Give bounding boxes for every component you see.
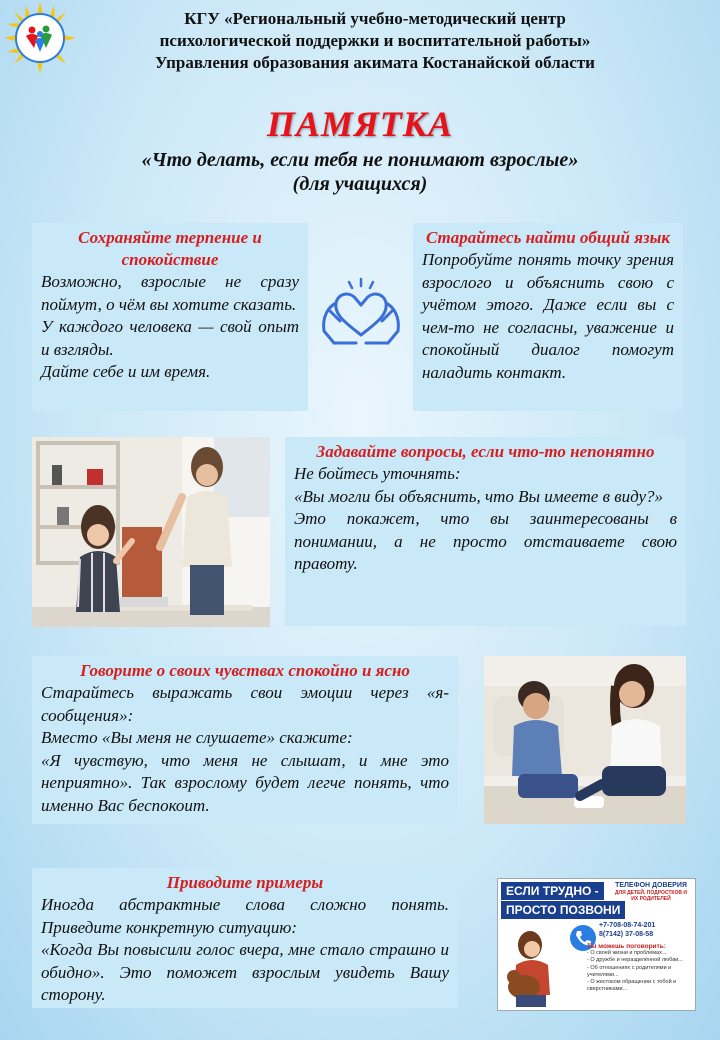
helpline-poster [497, 878, 696, 1011]
page-title: ПАМЯТКА [266, 104, 454, 144]
helpline-phones [599, 921, 691, 939]
tip-paragraph: Не бойтесь уточнять: [294, 464, 461, 483]
tip-express-feelings [32, 656, 458, 824]
talk-item: - Об отношениях с родителями и учителями... [587, 964, 672, 978]
tip-paragraph: «Вы могли бы объяснить, что Вы имеете в виду?» [294, 486, 664, 506]
tip-ask-questions [285, 437, 686, 626]
poster-line-2: ПРОСТО ПОЗВОНИ [501, 901, 625, 919]
tip-paragraph: Дайте себе и им время. [41, 362, 211, 381]
tip-give-examples [32, 868, 458, 1008]
talk-item: - О жестоком обращении с тобой и сверстниками... [587, 979, 677, 993]
tip-paragraph: Попробуйте понять точку зрения взрослого и объяснить свою с учётом этого. Даже если вы с чем-то не согласны, уважение и спокойный диалог помогут наладить контакт. [422, 250, 674, 382]
girl-with-dog-illustration [502, 925, 566, 1009]
photo-mother-daughter [32, 437, 270, 627]
phone-number-landline: 8(7142) 37-08-58 [599, 931, 654, 938]
photo-mother-son [484, 656, 686, 824]
tip-paragraph: У каждого человека — свой опыт и взгляды. [41, 317, 299, 359]
talk-heading: Ты можешь поговорить: [587, 943, 666, 950]
talk-item: - О дружбе и неразделённой любви... [587, 957, 683, 964]
helpline-subtitle: ДЛЯ ДЕТЕЙ, ПОДРОСТКОВ И ИХ РОДИТЕЛЕЙ [615, 890, 687, 902]
tip-paragraph: «Я чувствую, что меня не слышат, и мне это неприятно». Так взрослому будет легче понять, что именно Вас беспокоит. [41, 750, 449, 815]
page-subtitle: «Что делать, если тебя не понимают взрослые» [141, 149, 579, 171]
tip-common-language [413, 223, 683, 411]
audience-label: (для учащихся) [292, 173, 428, 195]
talk-item: - О своей жизни и проблемах... [587, 950, 667, 957]
tip-paragraph: Возможно, взрослые не сразу поймут, о чём вы хотите сказать. [41, 272, 299, 314]
tip-paragraph: Старайтесь выражать свои эмоции через «я-сообщения»: [41, 683, 449, 725]
tip-patience [32, 223, 308, 411]
phone-number-mobile: +7-708-08-74-201 [599, 922, 656, 929]
header-line-2: психологической поддержки и воспитательной работы» [159, 31, 591, 50]
tip-heading: Задавайте вопросы, если что-то непонятно [316, 442, 655, 461]
helpline-title [611, 882, 691, 902]
tip-paragraph: Вместо «Вы меня не слушаете» скажите: [41, 728, 353, 747]
header-line-3: Управления образования акимата Костанайской области [155, 53, 595, 72]
tip-paragraph: Это покажет, что вы заинтересованы в понимании, а не просто отстаиваете свою правоту. [294, 509, 677, 573]
center-logo [4, 2, 76, 74]
tip-heading: Сохраняйте терпение и спокойствие [78, 228, 262, 269]
tip-heading: Говорите о своих чувствах спокойно и ясно [80, 661, 410, 680]
tip-heading: Старайтесь найти общий язык [425, 228, 671, 247]
poster-line-1: ЕСЛИ ТРУДНО - [501, 882, 604, 900]
helpline-title-text: ТЕЛЕФОН ДОВЕРИЯ [615, 882, 687, 889]
tip-paragraph: Иногда абстрактные слова сложно понять. Приведите конкретную ситуацию: [41, 895, 449, 937]
organization-header [90, 8, 660, 74]
header-line-1: КГУ «Региональный учебно-методический центр [184, 9, 566, 28]
talk-topics [587, 943, 691, 993]
tip-heading: Приводите примеры [166, 873, 324, 892]
tip-paragraph: «Когда Вы повысили голос вчера, мне стало страшно и обидно». Это поможет взрослым увидеть Вашу сторону. [41, 940, 449, 1004]
heart-hands-icon [316, 277, 406, 349]
